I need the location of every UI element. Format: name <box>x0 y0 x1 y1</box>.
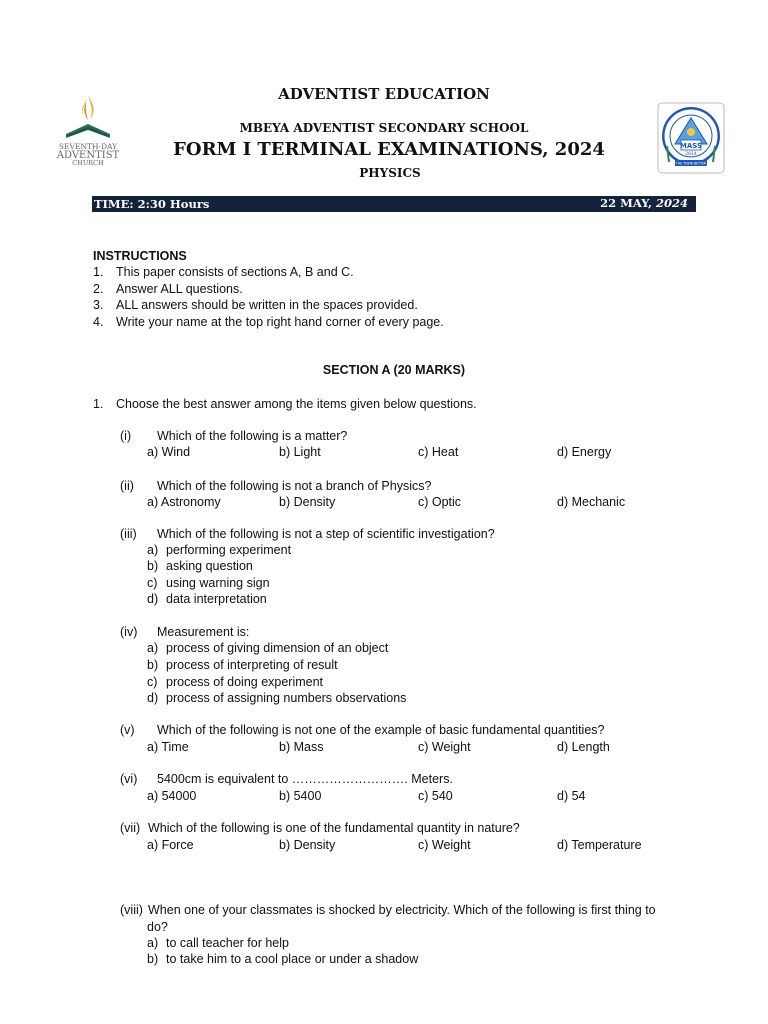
question-part-viii <box>0 903 768 973</box>
option-a: a) process of giving dimension of an object <box>147 641 389 655</box>
instructions-title: INSTRUCTIONS <box>93 249 187 263</box>
question-part-vii <box>0 821 768 855</box>
option-a: a) performing experiment <box>147 543 292 557</box>
part-question: Which of the following is one of the fundamental quantity in nature? <box>148 821 520 835</box>
subject-title: PHYSICS <box>359 166 421 180</box>
school-name: MBEYA ADVENTIST SECONDARY SCHOOL <box>239 121 529 135</box>
school-crest-icon <box>657 102 725 174</box>
option-c: c) Optic <box>418 495 462 509</box>
part-number: (vi) <box>120 772 138 786</box>
part-number: (v) <box>120 723 135 737</box>
exam-title: FORM I TERMINAL EXAMINATIONS, 2024 <box>173 139 605 160</box>
option-a: a) to call teacher for help <box>147 936 289 950</box>
part-number: (vii) <box>120 821 141 835</box>
option-c: c) Weight <box>418 740 471 754</box>
section-a-title: SECTION A (20 MARKS) <box>322 363 466 377</box>
part-question-continued: do? <box>147 920 168 934</box>
option-a: a) 54000 <box>147 789 197 803</box>
option-c: c) using warning sign <box>147 576 270 590</box>
part-question: Which of the following is not one of the example of basic fundamental quantities? <box>157 723 605 737</box>
instruction-item: 3. ALL answers should be written in the spaces provided. <box>93 298 418 312</box>
question-part-iii <box>0 527 768 611</box>
option-d: d) Length <box>557 740 610 754</box>
question-part-iv <box>0 625 768 709</box>
option-b: b) Light <box>279 445 321 459</box>
part-question: Measurement is: <box>157 625 250 639</box>
school-logo <box>657 102 725 174</box>
question-1: 1. Choose the best answer among the items given below questions. <box>93 397 477 411</box>
part-number: (iii) <box>120 527 137 541</box>
question-part-v <box>0 723 768 757</box>
option-b: b) 5400 <box>279 789 322 803</box>
part-number: (iv) <box>120 625 138 639</box>
option-d: d) process of assigning numbers observations <box>147 691 407 705</box>
option-d: d) Temperature <box>557 838 642 852</box>
svg-text:MASS: MASS <box>679 142 703 150</box>
option-d: d) data interpretation <box>147 592 267 606</box>
svg-text:SEVENTH-DAY: SEVENTH-DAY <box>58 142 118 151</box>
part-number: (viii) <box>120 903 143 917</box>
instruction-item: 4. Write your name at the top right hand corner of every page. <box>93 315 444 329</box>
option-a: a) Force <box>147 838 194 852</box>
svg-text:CHURCH: CHURCH <box>72 159 104 166</box>
option-a: a) Astronomy <box>147 495 221 509</box>
part-question: Which of the following is not a step of scientific investigation? <box>157 527 495 541</box>
option-b: b) Density <box>279 495 336 509</box>
option-c: c) Heat <box>418 445 459 459</box>
instruction-item: 1. This paper consists of sections A, B and C. <box>93 265 354 279</box>
svg-text:THE THINK BETTER: THE THINK BETTER <box>675 161 707 166</box>
time-date-bar <box>92 196 696 212</box>
option-b: b) asking question <box>147 559 253 573</box>
option-b: b) Mass <box>279 740 324 754</box>
part-number: (i) <box>120 429 132 443</box>
question-part-ii <box>0 479 768 513</box>
svg-text:2014: 2014 <box>685 152 697 157</box>
option-b: b) Density <box>279 838 336 852</box>
part-question: Which of the following is a matter? <box>157 429 348 443</box>
option-b: b) process of interpreting of result <box>147 658 338 672</box>
instruction-item: 2. Answer ALL questions. <box>93 282 243 296</box>
option-c: c) Weight <box>418 838 471 852</box>
option-b: b) to take him to a cool place or under a shadow <box>147 952 419 966</box>
exam-duration: TIME: 2:30 Hours <box>94 197 210 211</box>
part-question: Which of the following is not a branch of Physics? <box>157 479 432 493</box>
option-d: d) 54 <box>557 789 586 803</box>
svg-text:ADVENTIST: ADVENTIST <box>56 150 120 161</box>
option-c: c) 540 <box>418 789 453 803</box>
part-number: (ii) <box>120 479 134 493</box>
question-part-vi <box>0 772 768 806</box>
part-question: When one of your classmates is shocked by electricity. Which of the following is first thing to <box>148 903 656 917</box>
question-part-i <box>0 429 768 463</box>
option-d: d) Energy <box>557 445 612 459</box>
option-c: c) process of doing experiment <box>147 675 324 689</box>
option-a: a) Time <box>147 740 189 754</box>
exam-date: 22 MAY, 2024 <box>600 196 688 210</box>
option-a: a) Wind <box>147 445 191 459</box>
option-d: d) Mechanic <box>557 495 626 509</box>
part-question: 5400cm is equivalent to ………………………. Meters. <box>157 772 453 786</box>
organization-name: ADVENTIST EDUCATION <box>278 85 490 103</box>
